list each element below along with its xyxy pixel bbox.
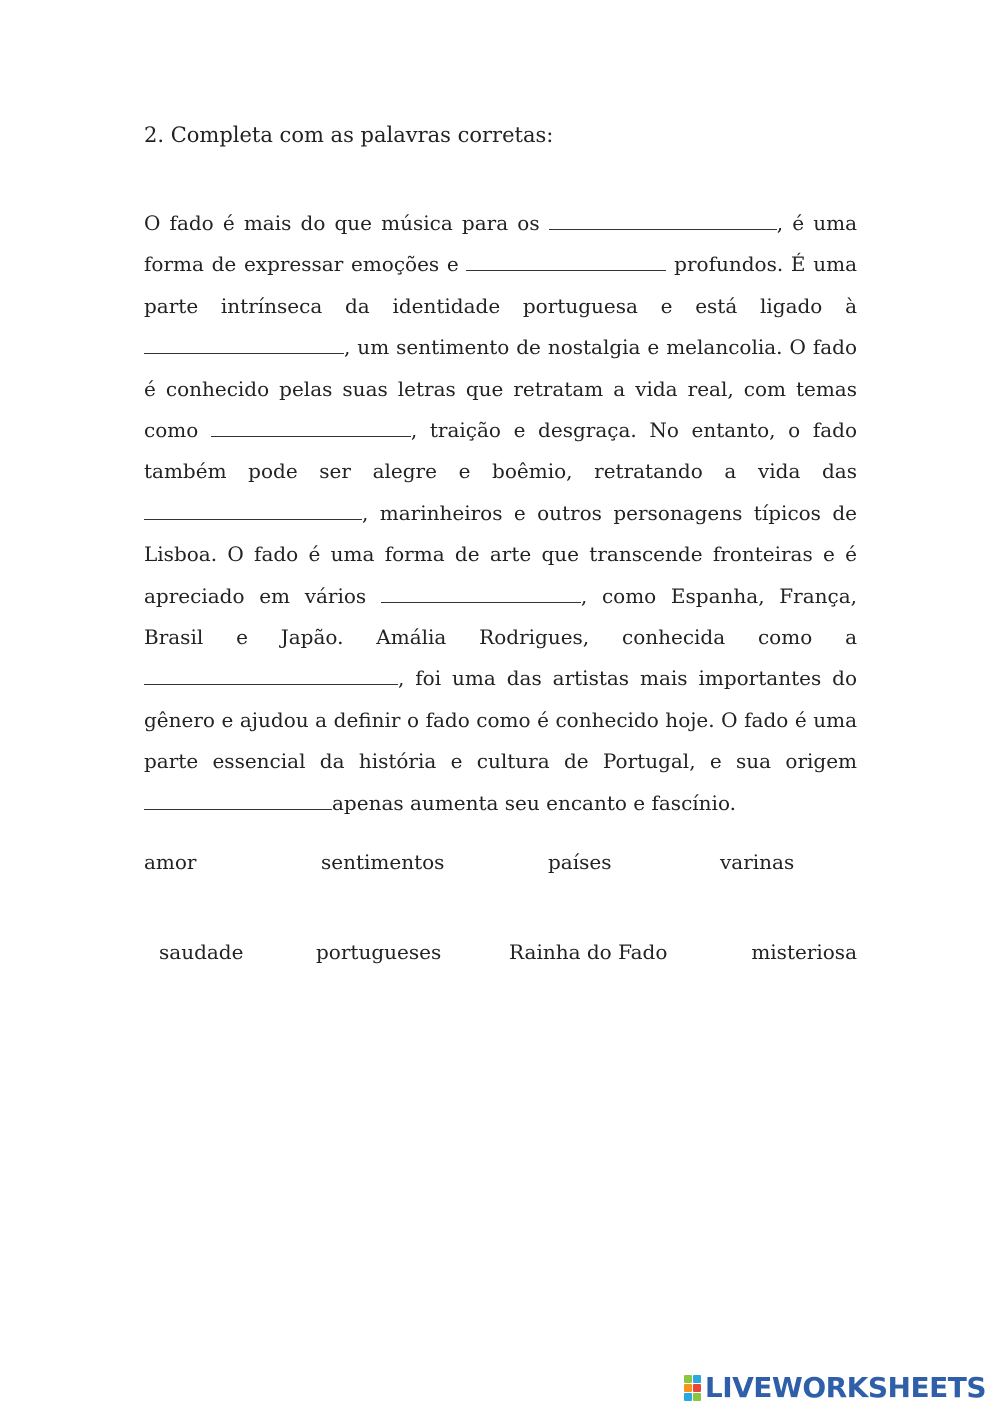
- liveworksheets-logo-icon: [684, 1375, 701, 1401]
- word-bank-item: sentimentos: [321, 850, 445, 874]
- blank-4[interactable]: [211, 435, 411, 437]
- blank-7[interactable]: [144, 683, 398, 685]
- text-segment: , é uma forma de expressar emoções e: [144, 211, 857, 277]
- word-bank-item: países: [548, 850, 612, 874]
- blank-8[interactable]: [144, 808, 332, 810]
- word-bank-item: amor: [144, 850, 197, 874]
- text-segment: , um sentimento de nostalgia e melancolia. O fado é conhecido pelas suas letras que retratam a vida real, com temas como: [144, 335, 857, 443]
- logo-block: [684, 1384, 692, 1392]
- text-segment: O fado é mais do que música para os: [144, 211, 540, 235]
- logo-block: [693, 1384, 701, 1392]
- logo-block: [693, 1375, 701, 1383]
- blank-2[interactable]: [466, 269, 666, 271]
- word-bank-item: portugueses: [316, 940, 442, 964]
- word-bank-item: Rainha do Fado: [509, 940, 668, 964]
- blank-5[interactable]: [144, 518, 362, 520]
- word-bank-item: saudade: [159, 940, 244, 964]
- text-segment: profundos. É uma parte intrínseca da identidade portuguesa e está ligado à: [144, 252, 857, 318]
- word-bank-item: misteriosa: [751, 940, 857, 964]
- text-segment: apenas aumenta seu encanto e fascínio.: [332, 790, 736, 815]
- text-segment: , marinheiros e outros personagens típicos de Lisboa. O fado é uma forma de arte que transcende fronteiras e é apreciado em vários: [144, 500, 857, 608]
- blank-3[interactable]: [144, 352, 344, 354]
- fill-in-paragraph: [144, 203, 857, 824]
- liveworksheets-logo[interactable]: [684, 1371, 986, 1404]
- logo-block: [693, 1393, 701, 1401]
- liveworksheets-logo-text: LIVEWORKSHEETS: [704, 1371, 986, 1404]
- logo-block: [684, 1375, 692, 1383]
- text-segment: , traição e desgraça. No entanto, o fado também pode ser alegre e boêmio, retratando a vida das: [144, 418, 858, 484]
- text-segment: , foi uma das artistas mais importantes do gênero e ajudou a definir o fado como é conhecido hoje. O fado é uma parte essencial da história e cultura de Portugal, e sua origem: [144, 666, 857, 774]
- text-segment: , como Espanha, França, Brasil e Japão. Amália Rodrigues, conhecida como a: [144, 583, 857, 650]
- exercise-title: 2. Completa com as palavras corretas:: [144, 123, 554, 147]
- logo-block: [684, 1393, 692, 1401]
- blank-1[interactable]: [549, 228, 777, 230]
- word-bank-row-2: [144, 937, 857, 967]
- word-bank-row-1: [144, 847, 857, 877]
- blank-6[interactable]: [381, 601, 581, 603]
- word-bank-item: varinas: [720, 850, 795, 874]
